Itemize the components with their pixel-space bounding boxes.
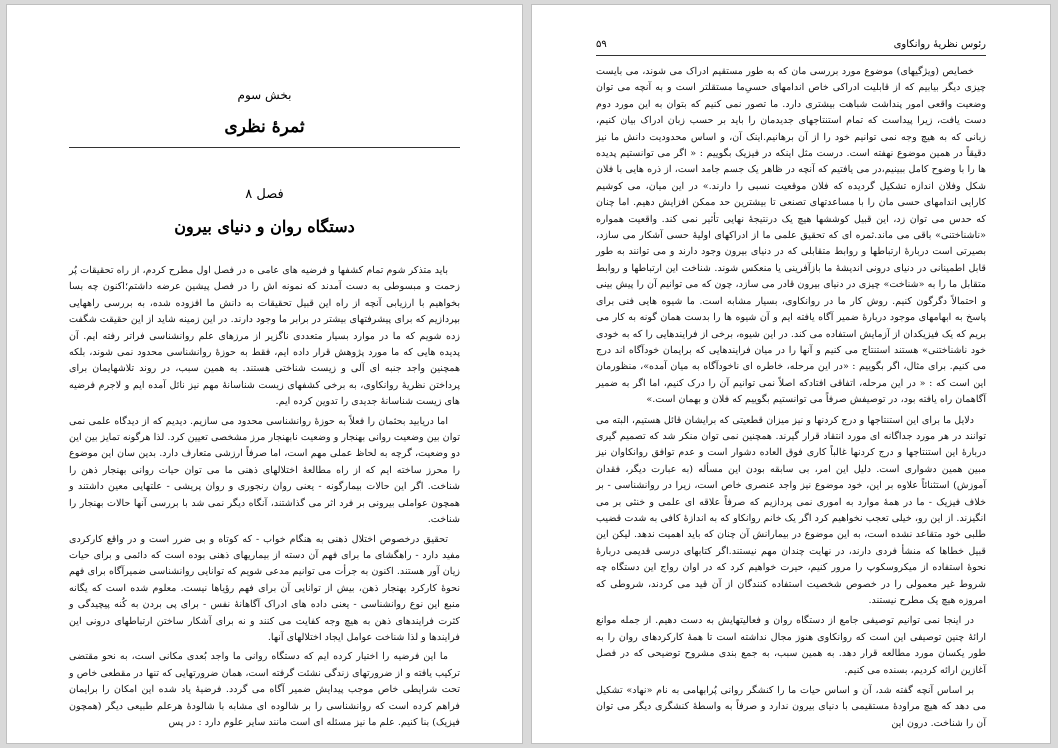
- paragraph: ما این فرضیه را اختیار کرده ایم که دستگاه روانی ما واجد بُعدی مکانی است، به نحو مقتضی ترکیب یافته و از ضرورتهای زندگی نشئت گرفته است، همان ضرورتهایی که تنها در مقطعی خاص و تحت شرایطی خاص موجب پیدایش ضمیر آگاه می گردد. فرضیهٔ یاد شده این امکان را برایمان فراهم کرده است که روانشناسی را بر شالوده ای مشابه با شالودهٔ هرعلم طبیعی دیگر (همچون فیزیک) بنا کنیم. علم ما نیز مسئله ای است مانند سایر علوم دارد : در پس: [69, 651, 460, 728]
- chapter-title: دستگاه روان و دنیای بیرون: [174, 217, 355, 236]
- paragraph: باید متذکر شوم تمام کشفها و فرضیه های عامی ‌ه در فصل اول مطرح کردم، از راه تحقیقات پُر زحمت و مبسوطی به دست آمدند که نمونه اش را در فصل پیشین عرضه داشتم؛اکنون چه بسا بخواهیم با ارزیابی آنچه از راه این قبیل تحقیقات به دانش ما افزوده شده، به بررسی راههایی بپردازیم که برای پیشرفتهای بیشتر در برابر ما وجود دارند. در این زمینه شاید از این حقیقت شگفت زده شویم که ما در موارد بسیار متعددی ناگزیر از مرزهای علم روانشناسی فراتر رفته ایم. آن پدیده هایی که ما مورد پژوهش قرار داده ایم، فقط به حوزهٔ روانشناسی محدود نمی شوند، بلکه همچنین واجد جنبه ای آلی و زیست شناختی هستند. به همین سبب، در روند تلاشهایمان برای پرداختن نظریهٔ روانکاوی، به برخی کشفهای زیست شناسانهٔ مهم نیز نائل آمده ایم و لاجرم فرضیه های زیست شناسانهٔ جدیدی را تدوین کرده ایم.: [69, 265, 460, 408]
- running-title: رئوس نظریهٔ روانکاوی: [893, 39, 986, 50]
- paragraph: بر اساس آنچه گفته شد، آن و اساس حیات ما را کنشگر روانی پُرابهامی به نام «نهاد» تشکیل می دهد که هیچ مراودهٔ مستقیمی با دنیای بیرون ندارد و صرفاً به واسطهٔ کنشگری دیگر می توان آن را شناخت. درون این: [596, 685, 986, 729]
- paragraph: اما دریابید بحثمان را فعلاً به حوزهٔ روانشناسی محدود می سازیم. دیدیم که از دیدگاه علمی نمی توان بین وضعیت روانی بهنجار و وضعیت نابهنجار مرز مشخصی تعیین کرد. لذا هرگونه تمایز بین این دو وضعیت، گرچه به لحاظ عملی مهم است، اما صرفاً ارزشی متعارف دارد. بدین سان این موضوع را محرز ساخته ایم که از راه مطالعهٔ اختلالهای ذهنی ما می توان حیات روانی بهنجار ذهن را شناخت. اگر این حالات بیمارگونه - یعنی روان رنجوری و روان پریشی - علتهایی معین داشتند و همچون عواملی بیرونی بر فرد اثر می گذاشتند، آنگاه دیگر نمی شد با بررسی آنها حالات بهنجار را شناخت.: [69, 415, 460, 526]
- page-number: ۵۹: [596, 39, 607, 50]
- title-divider: [69, 147, 460, 148]
- running-header: [596, 39, 986, 56]
- paragraph: تحقیق درخصوص اختلال ذهنی به هنگام خواب - که کوتاه و بی ضرر است و در واقع کارکردی مفید دارد - راهگشای ما برای فهم آن دسته از بیماریهای ذهنی بوده است که دائمی و برای حیات زیان آور هستند. اکنون به جرأت می توانیم مدعی شویم که توانایی روانشناسی ضمیرآگاه برای فهم نحوهٔ کارکرد بهنجار ذهن، بیش از توانایی آن برای فهم رؤیاها نیست. معلوم شده است که یگانه منبع این نوع روانشناسی - یعنی داده های ادراک آگاهانهٔ نفس - برای پی بردن به کُنه پیچیدگی و کثرت فرایندهای ذهن به هیچ وجه کفایت می کنند و نه برای آشکار ساختن ارتباطهای درونی این فرایندها و لذا شناخت عوامل ایجاد اختلالهای آنها.: [69, 533, 460, 643]
- right-body-text: [596, 64, 986, 736]
- paragraph: خصایص (ویژگیهای) موضوع مورد بررسی مان که به طور مستقیم ادراک می شوند، می بایست چیزی دیگر بیابیم که از قابلیت ادراکی خاص اندامهای حسیِ‌ما مستقلتر است و به آنچه می توان وضعیت واقعی امور پنداشت شباهت بیشتری دارد. ما تصور نمی کنیم که بتوان به این مورد دوم دست یافت، زیرا پیداست که تمام استنتاجهای جدیدمان را باید بر حسب زبان ادراک بیان کنیم، زبانی که به هیچ وجه نمی توانیم خود را از آن برهانیم.اینک آن، و اساس محدودیت دانش ما نیز دقیقاً در همین موضوع نهفته است. درست مثل اینکه در فیزیک بگوییم : « اگر می توانستیم پدیده ها را با وضوح کامل ببینیم،در می یافتیم که آنچه در ظاهر یک جسم جامد است، از ذره هایی با فلان شکل وفلان اندازه تشکیل گردیده که فلان موقعیت نسبی را دارند.» در این میان، می کوشیم کارایی اندامهای حسی مان را با مساعدتهای تصنعی تا بیشترین حد ممکن افزایش دهیم. اما چنان که حدس می توان زد، این قبیل کوششها هیچ یک درنتیجهٔ نهایی تأثیر نمی کند. واقعیت همواره «ناشناختنی» باقی می ماند.ثمره ای که تحقیق علمی ما از ادراکهای اولیهٔ حسی آشکار می سازد، بصیرتی است دربارهٔ ارتباطها و روابط متقابلی که در دنیای بیرون وجود دارند و می توانند به طور قابل اطمینانی در دنیای درونی اندیشهٔ ما بازآفرینی یا منعکس شوند. شناخت این ارتباطها و روابط متقابل ما را به «شناخت» چیزی در دنیای بیرون قادر می سازد، چون که می توانیم آن را پیش بینی و احتمالاً دگرگون کنیم. روش کار ما در روانکاوی، بسیار مشابه است. ما شیوه هایی فنی برای پاسخ به ابهامهای موجود دربارهٔ ضمیر آگاه یافته ایم و آن شیوه ها را بدست همان گونه به کار می بریم که یک فیزیکدان از آزمایش استفاده می کند. در این شیوه، برخی از فرایندهایی را که به خودی خود ناشناختنی» هستند استنتاج می کنیم و آنها را در میان فرایندهایی که برایمان خودآگاه اند درج می کنیم. برای مثال، اگر بگوییم : «در این مرحله، خاطره ای ناخودآگاه به میان آمده»، منظورمان این است که : « در این مرحله، اتفاقی افتادکه اصلاً نمی توانیم آن را درک کنیم، اما اگر به ضمیر آگاهمان راه یافته بود، در توصیفش صرفاً می توانستیم بگوییم که فلان و بهمان است.»: [596, 66, 986, 406]
- left-body-text: [69, 263, 460, 734]
- paragraph: دلایل ما برای این استنتاجها و درج کردنها و نیز میزان قطعیتی که برایشان قائل هستیم، البته می توانند در هر مورد جداگانه ای مورد انتقاد قرار گیرند. همچنین نمی توان منکر شد که تصمیم گیری دربارهٔ این استنتاجها و درج کردنها غالباً کاری فوق العاده دشوار است و عدم توافق روانکاوان نیز مبین همین دشواری است. دلیل این امر، بی سابقه بودن این مسأله (به عبارت دیگر، فقدان آموزش) استثنائاً علاوه بر این، خود موضوع نیز واجد عنصری خاص است، زیرا در روانشناسی - بر خلاف فیزیک - ما در همهٔ موارد به اموری نمی پردازیم که صرفاً علاقه ای علمی و خنثی بر می انگیزند. از این رو، خیلی تعجب نخواهیم کرد اگر یک خانم روانکاو که به اندازهٔ کافی به شدت قضیب طلبی خود متقاعد نشده است، به این موضوع در بیمارانش آن چنان که باید اهمیت ندهد. لیکن این قبیل خطاها که منشأ فردی دارند، در نهایت چندان مهم نیستند.اگر کتابهای درسی قدیمی دربارهٔ نحوهٔ استفاده از میکروسکوپ را مرور کنیم، حیرت خواهیم کرد که در اوان رواج این دستگاه چه شروط غیر معمولی را در خصوص شخصیت استفاده کنندگان از آن قید می کردند، شروطی که امروزه هیچ یک مطرح نیستند.: [596, 414, 986, 606]
- part-title: ثمرهٔ نظری: [224, 117, 305, 137]
- paragraph: در اینجا نمی توانیم توصیفی جامع از دستگاه روان و فعالیتهایش به دست دهیم. از جمله موانع ارائهٔ چنین توصیفی این است که روانکاوی هنوز مجال نداشته است تا همهٔ کارکردهای روان را به طور یکسان مورد مطالعه قرار دهد. به همین سبب، به جمع بندی مشروح توضیحی که در فصل آغازین ارائه کردیم، بسنده می کنیم.: [596, 615, 986, 676]
- chapter-label: فصل ۸: [245, 187, 284, 202]
- left-page: [6, 4, 523, 744]
- part-label: بخش سوم: [237, 88, 292, 102]
- right-page: [531, 4, 1051, 744]
